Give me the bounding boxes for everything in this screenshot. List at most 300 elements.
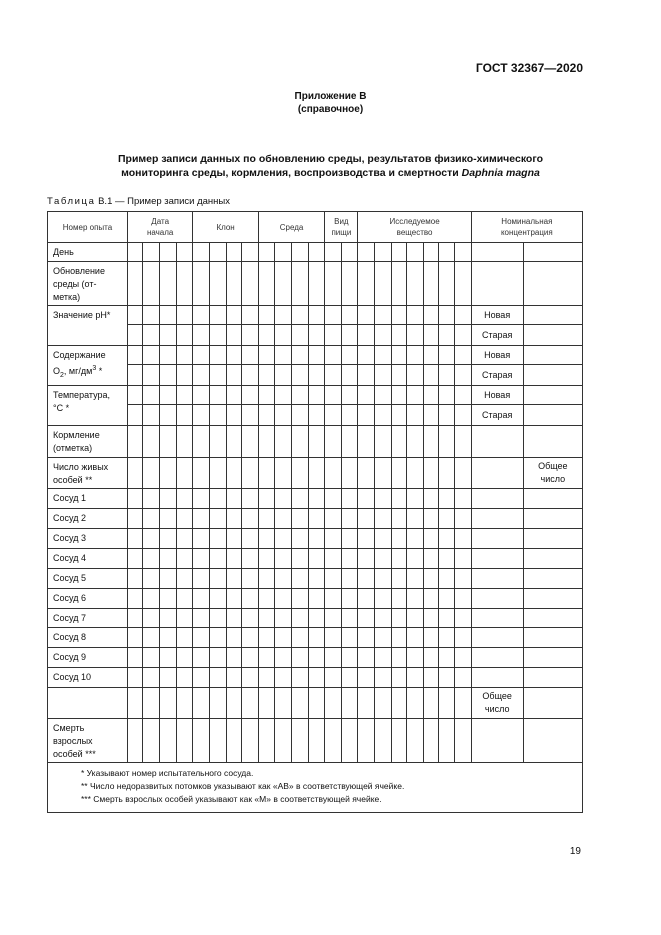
entry-cell [341, 325, 358, 346]
entry-cell [325, 569, 342, 589]
entry-cell [407, 719, 424, 763]
entry-cell [341, 549, 358, 569]
label-vessel-6: Сосуд 6 [48, 589, 128, 609]
entry-cell [423, 306, 439, 325]
entry-cell [275, 489, 292, 509]
entry-cell [358, 609, 375, 628]
row-vessel-2 [48, 509, 583, 529]
entry-cell [160, 668, 177, 688]
entry-cell [341, 668, 358, 688]
entry-cell [142, 346, 160, 365]
entry-cell [275, 405, 292, 426]
entry-cell [341, 529, 358, 549]
entry-cell [292, 628, 309, 648]
entry-cell [308, 589, 325, 609]
entry-cell [242, 325, 259, 346]
entry-cell [209, 489, 226, 509]
entry-cell [325, 688, 342, 719]
entry-cell [193, 609, 210, 628]
entry-cell [455, 549, 472, 569]
header-food: Вид пищи [325, 212, 358, 243]
entry-cell [142, 306, 160, 325]
entry-cell [439, 346, 455, 365]
entry-cell [193, 325, 210, 346]
entry-cell [193, 529, 210, 549]
label-adult-death: Смерть взрослых особей *** [48, 719, 128, 763]
row-vessel-10 [48, 668, 583, 688]
entry-cell [523, 719, 582, 763]
entry-cell [292, 306, 309, 325]
label-o2: Содержание $O_2$, $мг/дм^3$ * [48, 346, 128, 386]
entry-cell [375, 648, 392, 668]
label-live-count: Число живых особей ** [48, 458, 128, 489]
entry-cell [193, 386, 210, 405]
entry-cell [226, 719, 242, 763]
entry-cell [209, 589, 226, 609]
entry-cell [391, 262, 407, 306]
entry-cell [375, 262, 392, 306]
entry-cell [523, 668, 582, 688]
entry-cell [407, 569, 424, 589]
entry-cell [375, 589, 392, 609]
entry-cell [455, 405, 472, 426]
entry-cell [308, 648, 325, 668]
appendix-title: Приложение В [294, 91, 367, 102]
entry-cell [423, 489, 439, 509]
entry-cell [127, 668, 142, 688]
entry-cell [242, 609, 259, 628]
entry-cell [407, 262, 424, 306]
entry-cell [375, 549, 392, 569]
entry-cell [375, 306, 392, 325]
entry-cell [258, 549, 275, 569]
entry-cell [455, 458, 472, 489]
entry-cell [439, 405, 455, 426]
entry-cell [142, 243, 160, 262]
header-medium: Среда [258, 212, 324, 243]
entry-cell [375, 668, 392, 688]
entry-cell [308, 243, 325, 262]
entry-cell [325, 325, 342, 346]
entry-cell [523, 509, 582, 529]
entry-cell [471, 569, 523, 589]
entry-cell [407, 609, 424, 628]
entry-cell [176, 386, 193, 405]
entry-cell [308, 489, 325, 509]
entry-cell [176, 458, 193, 489]
entry-cell [142, 688, 160, 719]
entry-cell [193, 426, 210, 458]
entry-cell [325, 306, 342, 325]
entry-cell [242, 386, 259, 405]
entry-cell [358, 243, 375, 262]
entry-cell [258, 489, 275, 509]
entry-cell [275, 668, 292, 688]
entry-cell [142, 719, 160, 763]
row-adult-death [48, 719, 583, 763]
entry-cell [455, 426, 472, 458]
entry-cell [127, 325, 142, 346]
entry-cell [341, 688, 358, 719]
entry-cell [439, 688, 455, 719]
entry-cell [209, 529, 226, 549]
entry-cell [308, 688, 325, 719]
entry-cell [308, 405, 325, 426]
entry-cell [439, 509, 455, 529]
entry-cell [193, 306, 210, 325]
entry-cell [439, 426, 455, 458]
entry-cell [358, 325, 375, 346]
entry-cell [358, 426, 375, 458]
row-vessel-1 [48, 489, 583, 509]
entry-cell [226, 386, 242, 405]
entry-cell [292, 668, 309, 688]
entry-cell [160, 325, 177, 346]
entry-cell [142, 458, 160, 489]
standard-number: ГОСТ 32367—2020 [475, 61, 583, 75]
entry-cell [258, 569, 275, 589]
entry-cell [439, 648, 455, 668]
entry-cell [242, 569, 259, 589]
entry-cell [127, 609, 142, 628]
entry-cell [308, 609, 325, 628]
entry-cell [292, 719, 309, 763]
entry-cell [209, 688, 226, 719]
entry-cell [341, 365, 358, 386]
entry-cell [471, 719, 523, 763]
entry-cell [523, 386, 582, 405]
entry-cell [292, 549, 309, 569]
entry-cell [209, 628, 226, 648]
entry-cell [391, 509, 407, 529]
entry-cell [455, 719, 472, 763]
entry-cell [471, 529, 523, 549]
entry-cell [226, 405, 242, 426]
entry-cell [127, 719, 142, 763]
entry-cell [258, 688, 275, 719]
entry-cell [455, 509, 472, 529]
entry-cell [292, 243, 309, 262]
entry-cell [209, 386, 226, 405]
entry-cell [358, 509, 375, 529]
entry-cell [226, 589, 242, 609]
entry-cell [471, 509, 523, 529]
entry-cell [341, 405, 358, 426]
entry-cell [226, 549, 242, 569]
entry-cell [325, 346, 342, 365]
total-count: Общее число [471, 688, 523, 719]
entry-cell [258, 509, 275, 529]
entry-cell [455, 668, 472, 688]
entry-cell [176, 306, 193, 325]
entry-cell [242, 549, 259, 569]
entry-cell [439, 668, 455, 688]
label-temperature: Температура, °С * [48, 386, 128, 426]
row-vessel-8 [48, 628, 583, 648]
entry-cell [242, 426, 259, 458]
entry-cell [193, 489, 210, 509]
entry-cell [423, 365, 439, 386]
page-number: 19 [569, 846, 581, 857]
entry-cell [523, 325, 582, 346]
entry-cell [209, 549, 226, 569]
entry-cell [193, 688, 210, 719]
entry-cell [193, 569, 210, 589]
entry-cell [275, 628, 292, 648]
entry-cell [275, 325, 292, 346]
entry-cell [209, 365, 226, 386]
entry-cell [176, 426, 193, 458]
entry-cell [275, 365, 292, 386]
entry-cell [142, 668, 160, 688]
entry-cell [193, 648, 210, 668]
entry-cell [209, 405, 226, 426]
entry-cell [209, 719, 226, 763]
entry-cell [176, 549, 193, 569]
entry-cell [358, 628, 375, 648]
entry-cell [523, 569, 582, 589]
entry-cell [455, 609, 472, 628]
entry-cell [423, 346, 439, 365]
entry-cell [375, 719, 392, 763]
entry-cell [209, 609, 226, 628]
label-medium-renewal: Обновление среды (от- метка) [48, 262, 128, 306]
entry-cell [242, 306, 259, 325]
row-vessel-7 [48, 609, 583, 628]
entry-cell [358, 549, 375, 569]
entry-cell [391, 719, 407, 763]
row-live-count [48, 458, 583, 489]
entry-cell [142, 262, 160, 306]
entry-cell [258, 628, 275, 648]
entry-cell [455, 628, 472, 648]
entry-cell [258, 306, 275, 325]
entry-cell [325, 668, 342, 688]
entry-cell [358, 569, 375, 589]
entry-cell [407, 405, 424, 426]
entry-cell [341, 569, 358, 589]
entry-cell [358, 719, 375, 763]
entry-cell [325, 386, 342, 405]
entry-cell [407, 325, 424, 346]
entry-cell [523, 243, 582, 262]
entry-cell [523, 346, 582, 365]
row-ph-new [48, 306, 583, 325]
entry-cell [325, 405, 342, 426]
entry-cell [375, 426, 392, 458]
entry-cell [193, 262, 210, 306]
entry-cell [341, 426, 358, 458]
entry-cell [193, 243, 210, 262]
entry-cell [439, 529, 455, 549]
entry-cell [523, 648, 582, 668]
entry-cell [407, 243, 424, 262]
entry-cell [391, 648, 407, 668]
entry-cell [471, 262, 523, 306]
entry-cell [176, 509, 193, 529]
entry-cell [142, 569, 160, 589]
entry-cell [226, 569, 242, 589]
sub-label-old: Старая [471, 325, 523, 346]
entry-cell [292, 386, 309, 405]
entry-cell [455, 569, 472, 589]
entry-cell [275, 688, 292, 719]
entry-cell [127, 589, 142, 609]
entry-cell [439, 489, 455, 509]
entry-cell [292, 262, 309, 306]
entry-cell [423, 426, 439, 458]
entry-cell [391, 529, 407, 549]
entry-cell [471, 668, 523, 688]
entry-cell [127, 405, 142, 426]
entry-cell [292, 325, 309, 346]
entry-cell [193, 668, 210, 688]
entry-cell [375, 325, 392, 346]
footnote-3: *** Смерть взрослых особей указывают как «М» в соответствующей ячейке. [81, 794, 382, 804]
entry-cell [275, 386, 292, 405]
entry-cell [391, 688, 407, 719]
entry-cell [358, 648, 375, 668]
entry-cell [209, 325, 226, 346]
entry-cell [258, 365, 275, 386]
entry-cell [209, 569, 226, 589]
entry-cell [341, 243, 358, 262]
entry-cell [423, 549, 439, 569]
entry-cell [275, 509, 292, 529]
entry-cell [391, 489, 407, 509]
entry-cell [471, 489, 523, 509]
row-ph-old [48, 325, 583, 346]
label-vessel-1: Сосуд 1 [48, 489, 128, 509]
entry-cell [160, 529, 177, 549]
entry-cell [127, 458, 142, 489]
entry-cell [423, 325, 439, 346]
header-substance: Исследуемое вещество [358, 212, 471, 243]
entry-cell [209, 243, 226, 262]
entry-cell [391, 306, 407, 325]
entry-cell [423, 386, 439, 405]
entry-cell [142, 489, 160, 509]
entry-cell [325, 609, 342, 628]
entry-cell [226, 243, 242, 262]
entry-cell [176, 589, 193, 609]
entry-cell [176, 365, 193, 386]
entry-cell [407, 529, 424, 549]
entry-cell [325, 243, 342, 262]
entry-cell [226, 668, 242, 688]
entry-cell [391, 458, 407, 489]
entry-cell [226, 609, 242, 628]
appendix-subtitle: (справочное) [297, 104, 364, 115]
entry-cell [176, 668, 193, 688]
entry-cell [391, 589, 407, 609]
entry-cell [325, 509, 342, 529]
entry-cell [258, 648, 275, 668]
entry-cell [375, 386, 392, 405]
table-caption: Таблица В.1 — Пример записи данных [47, 196, 230, 207]
entry-cell [423, 719, 439, 763]
entry-cell [375, 688, 392, 719]
row-day [48, 243, 583, 262]
entry-cell [325, 458, 342, 489]
entry-cell [423, 569, 439, 589]
entry-cell [209, 458, 226, 489]
entry-cell [258, 386, 275, 405]
entry-cell [325, 549, 342, 569]
entry-cell [391, 569, 407, 589]
entry-cell [407, 648, 424, 668]
header-start-date: Дата начала [127, 212, 192, 243]
entry-cell [292, 529, 309, 549]
entry-cell [455, 648, 472, 668]
entry-cell [523, 609, 582, 628]
entry-cell [160, 549, 177, 569]
entry-cell [455, 386, 472, 405]
entry-cell [226, 529, 242, 549]
entry-cell [160, 688, 177, 719]
entry-cell [391, 405, 407, 426]
entry-cell [258, 426, 275, 458]
entry-cell [523, 365, 582, 386]
entry-cell [325, 589, 342, 609]
entry-cell [142, 509, 160, 529]
entry-cell [407, 509, 424, 529]
entry-cell [471, 426, 523, 458]
entry-cell [127, 243, 142, 262]
entry-cell [341, 509, 358, 529]
entry-cell [308, 458, 325, 489]
footnote-1: * Указывают номер испытательного сосуда. [81, 768, 254, 778]
entry-cell [142, 386, 160, 405]
document-title [40, 152, 621, 180]
entry-cell [193, 509, 210, 529]
entry-cell [308, 719, 325, 763]
entry-cell [391, 346, 407, 365]
entry-cell [325, 426, 342, 458]
entry-cell [523, 426, 582, 458]
entry-cell [325, 529, 342, 549]
entry-cell [226, 489, 242, 509]
row-vessel-5 [48, 569, 583, 589]
entry-cell [160, 648, 177, 668]
label-ph: Значение pH* [48, 306, 128, 346]
label-vessel-8: Сосуд 8 [48, 628, 128, 648]
entry-cell [391, 628, 407, 648]
entry-cell [160, 346, 177, 365]
entry-cell [275, 549, 292, 569]
entry-cell [127, 346, 142, 365]
entry-cell [226, 346, 242, 365]
entry-cell [160, 719, 177, 763]
entry-cell [375, 529, 392, 549]
entry-cell [258, 589, 275, 609]
entry-cell [242, 243, 259, 262]
row-temperature-old [48, 405, 583, 426]
entry-cell [391, 325, 407, 346]
entry-cell [275, 458, 292, 489]
entry-cell [242, 458, 259, 489]
entry-cell [292, 346, 309, 365]
entry-cell [523, 405, 582, 426]
entry-cell [375, 365, 392, 386]
entry-cell [176, 688, 193, 719]
entry-cell [160, 609, 177, 628]
entry-cell [375, 458, 392, 489]
entry-cell [142, 365, 160, 386]
entry-cell [308, 386, 325, 405]
entry-cell [358, 589, 375, 609]
entry-cell [439, 325, 455, 346]
